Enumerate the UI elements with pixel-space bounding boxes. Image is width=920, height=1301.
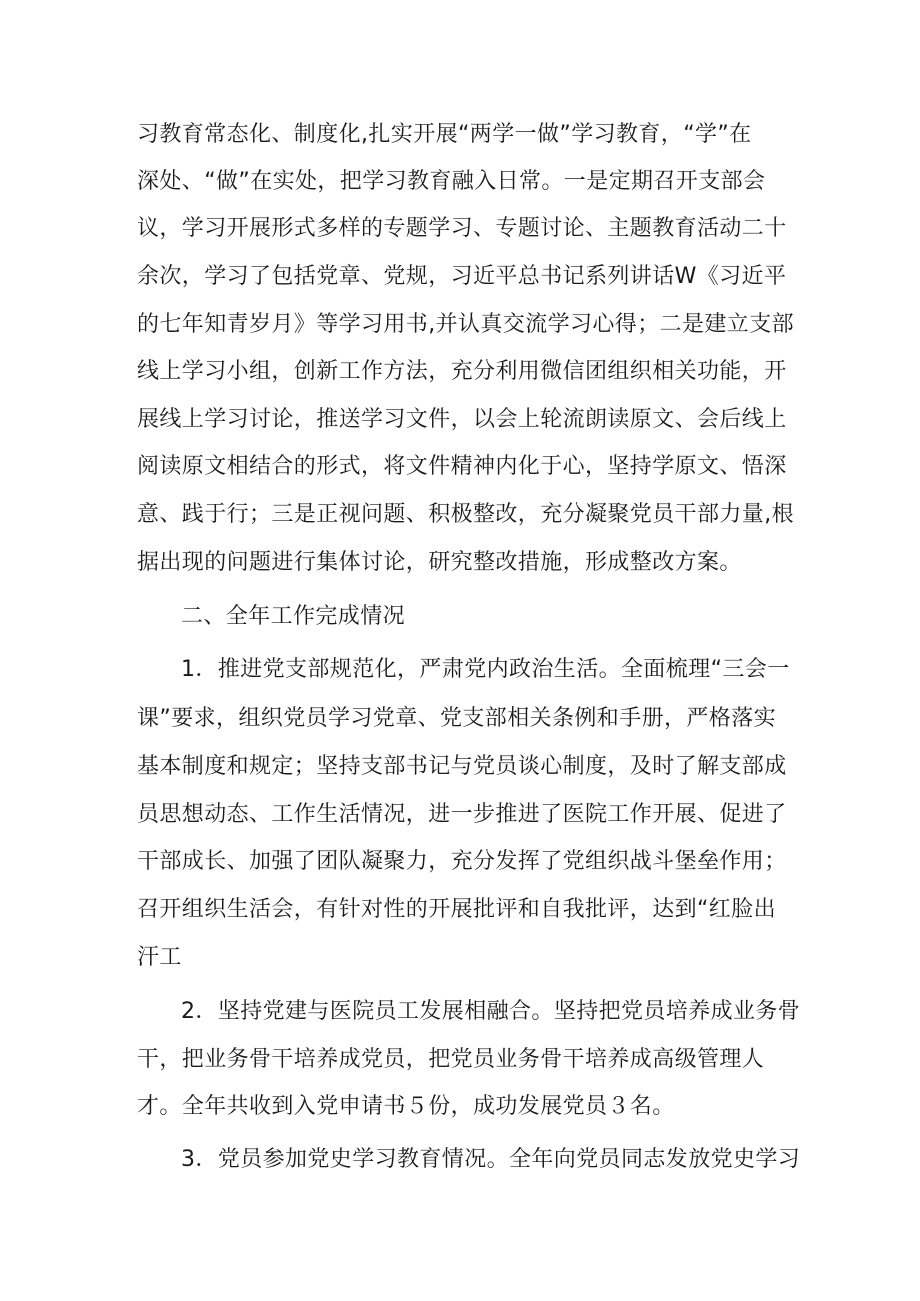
paragraph-line: 习教育常态化、制度化,扎实开展“两学一做”学习教育，“学”在 xyxy=(137,122,752,147)
item1-line: 1．推进党支部规范化，严肃党内政治生活。全面梳理“三会一 xyxy=(181,657,790,682)
item2-line: 2．坚持党建与医院员工发展相融合。坚持把党员培养成业务骨 xyxy=(181,999,801,1024)
paragraph-line: 阅读原文相结合的形式，将文件精神内化于心，坚持学原文、悟深 xyxy=(137,454,787,479)
item1-line: 召开组织生活会，有针对性的开展批评和自我批评，达到“红脸出 xyxy=(137,897,776,922)
item2-line: 才。全年共收到入党申请书５份，成功发展党员３名。 xyxy=(137,1094,675,1119)
item1-line: 基本制度和规定；坚持支部书记与党员谈心制度，及时了解支部成 xyxy=(137,754,787,779)
paragraph-line: 线上学习小组，创新工作方法，充分利用微信团组织相关功能，开 xyxy=(137,359,787,384)
paragraph-line: 据出现的问题进行集体讨论，研究整改措施，形成整改方案。 xyxy=(137,550,742,575)
item1-line: 课”要求，组织党员学习党章、党支部相关条例和手册，严格落实 xyxy=(137,706,776,731)
paragraph-line: 展线上学习讨论，推送学习文件，以会上轮流朗读原文、会后线上 xyxy=(137,407,787,432)
item1-line: 干部成长、加强了团队凝聚力，充分发挥了党组织战斗堡垒作用； xyxy=(137,849,787,874)
paragraph-line: 余次，学习了包括党章、党规，习近平总书记系列讲话W《习近平 xyxy=(137,264,787,289)
item1-line: 员思想动态、工作生活情况，进一步推进了医院工作开展、促进了 xyxy=(137,802,787,827)
item1-line: 汗工 xyxy=(137,945,182,970)
paragraph-line: 议，学习开展形式多样的专题学习、专题讨论、主题教育活动二十 xyxy=(137,216,787,241)
item3-line: 3．党员参加党史学习教育情况。全年向党员同志发放党史学习 xyxy=(181,1147,801,1172)
paragraph-line: 意、践于行；三是正视问题、积极整改，充分凝聚党员干部力量,根 xyxy=(137,502,794,527)
item2-line: 干，把业务骨干培养成党员，把党员业务骨干培养成高级管理人 xyxy=(137,1047,765,1072)
paragraph-line: 深处、“做”在实处，把学习教育融入日常。一是定期召开支部会 xyxy=(137,169,766,194)
section-heading: 二、全年工作完成情况 xyxy=(181,604,406,629)
paragraph-line: 的七年知青岁月》等学习用书,并认真交流学习心得；二是建立支部 xyxy=(137,312,794,337)
